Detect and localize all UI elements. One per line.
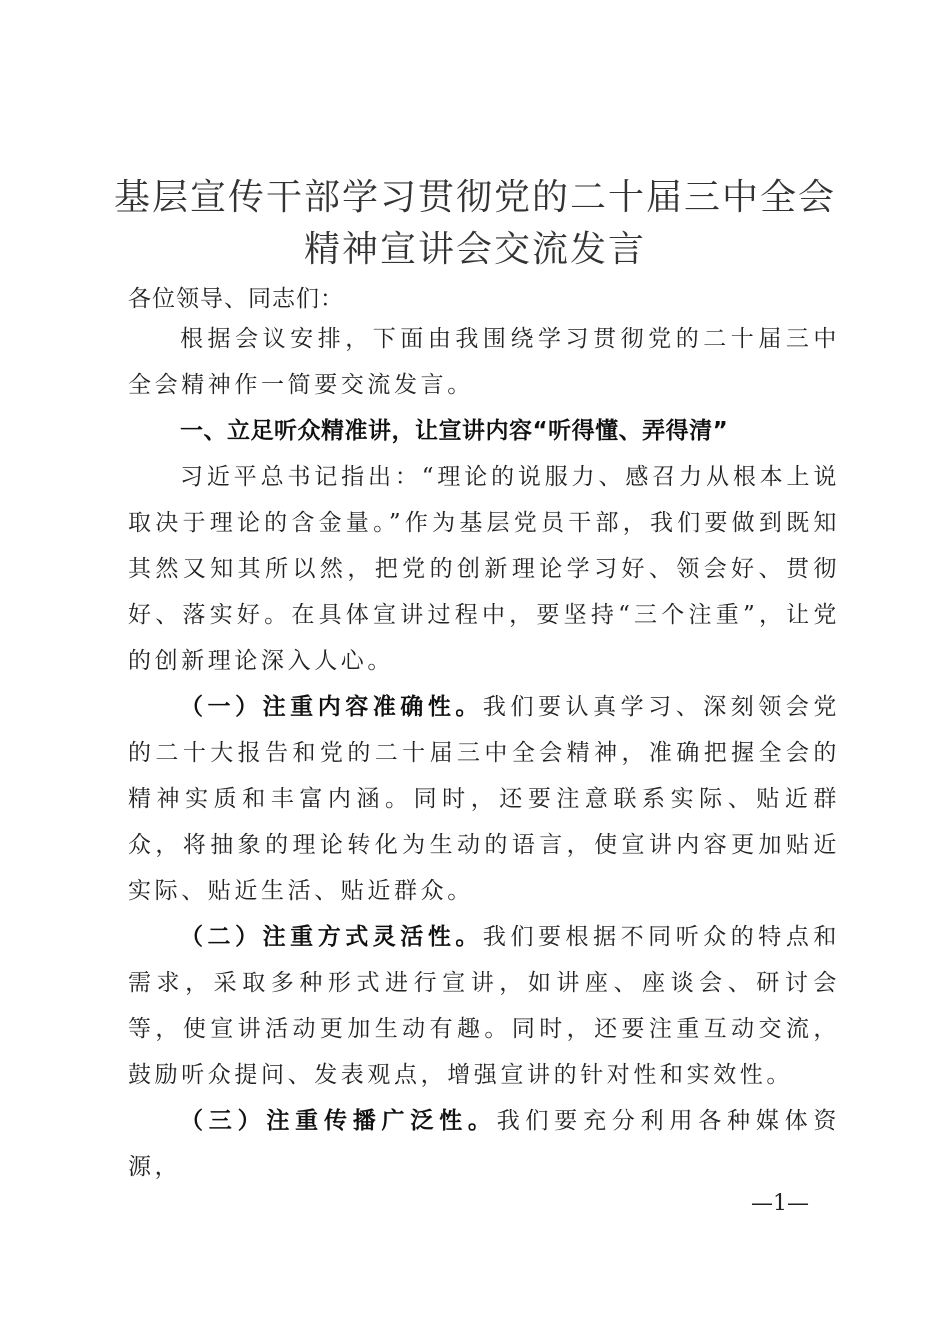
point3-text: 我们要充分利用各种媒体资源， [128, 1108, 840, 1180]
salutation: 各位领导、同志们： [128, 286, 344, 312]
point3-lead: （三）注重传播广泛性。 [180, 1107, 497, 1134]
point1-text: 我们要认真学习、深刻领会党的二十大报告和党的二十届三中全会精神，准确把握全会的精神实质和丰富内涵。同时，还要注意联系实际、贴近群众，将抽象的理论转化为生动的语言，使宣讲内容更加贴近实际、贴近生活、贴近群众。 [128, 694, 840, 904]
point2-text: 我们要根据不同听众的特点和需求，采取多种形式进行宣讲，如讲座、座谈会、研讨会等，使宣讲活动更加生动有趣。同时，还要注重互动交流，鼓励听众提问、发表观点，增强宣讲的针对性和实效性。 [128, 924, 840, 1088]
page-number: —1— [751, 1191, 809, 1216]
point3-paragraph [128, 1098, 840, 1190]
point2-paragraph [128, 914, 840, 1098]
point1-paragraph [128, 684, 840, 914]
point1-lead: （一）注重内容准确性。 [180, 693, 483, 720]
intro-paragraph: 根据会议安排，下面由我围绕学习贯彻党的二十届三中全会精神作一简要交流发言。 [128, 326, 840, 398]
section1-paragraph: 习近平总书记指出：“理论的说服力、感召力从根本上说取决于理论的含金量。”作为基层党员干部，我们要做到既知其然又知其所以然，把党的创新理论学习好、领会好、贯彻好、落实好。在具体宣讲过程中，要坚持“三个注重”，让党的创新理论深入人心。 [128, 464, 840, 674]
document-title: 基层宣传干部学习贯彻党的二十届三中全会精神宣讲会交流发言 [113, 177, 836, 270]
point2-lead: （二）注重方式灵活性。 [180, 923, 483, 950]
section-heading-1: 一、立足听众精准讲，让宣讲内容“听得懂、弄得清” [180, 418, 729, 444]
